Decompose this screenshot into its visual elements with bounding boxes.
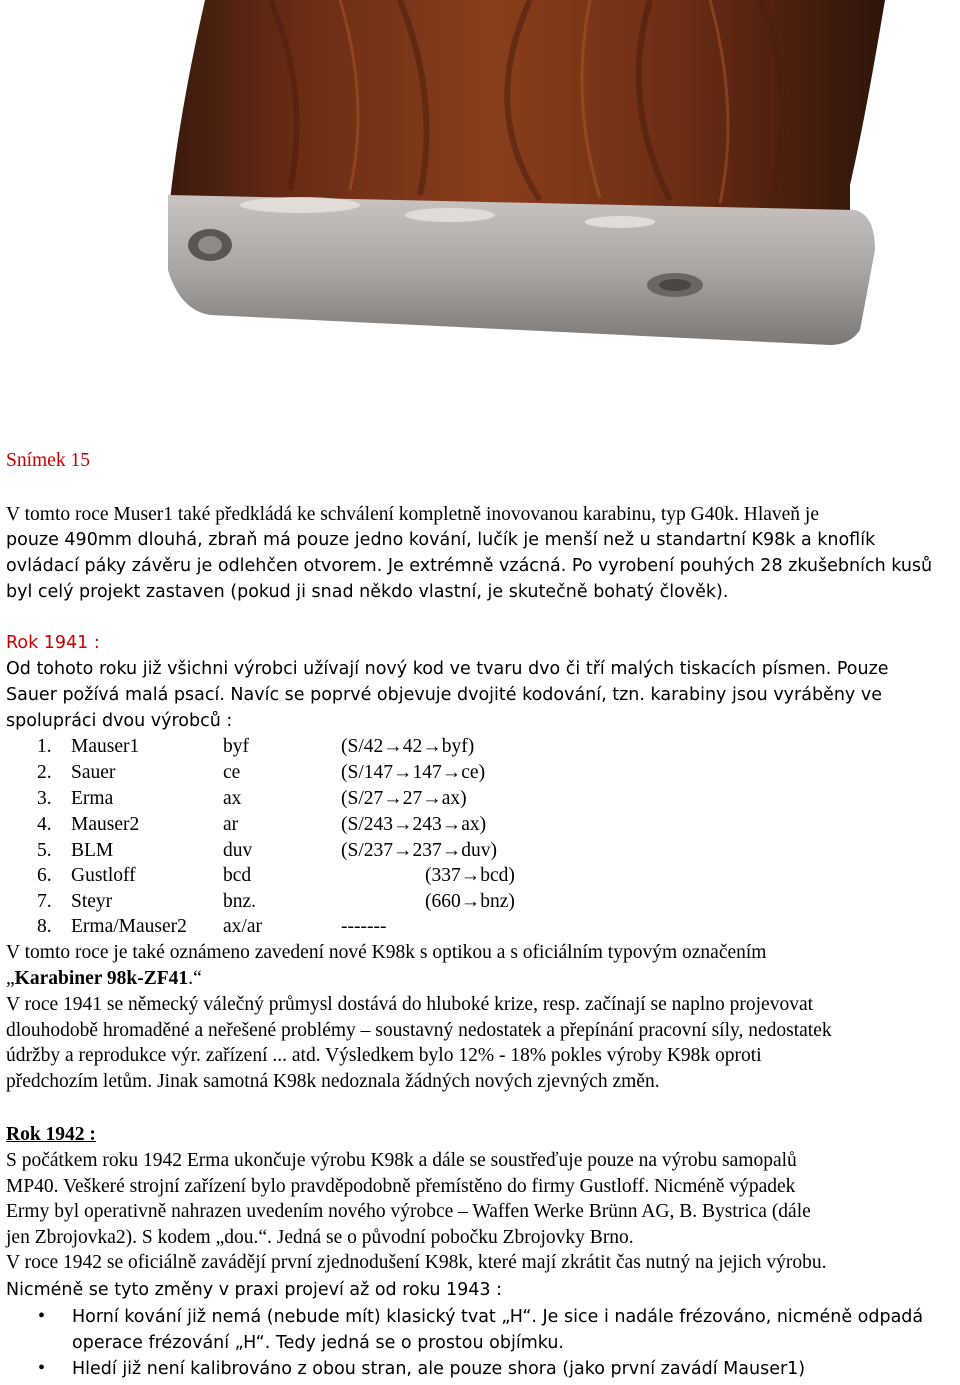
bullet1-line2: operace frézování „H“. Tedy jedná se o prostou objímku. (72, 1333, 564, 1353)
zf-line1: V tomto roce je také oznámeno zavedení nové K98k s optikou a s oficiálním typovým označením (6, 942, 767, 963)
crisis-line1: V roce 1941 se německý válečný průmysl dostává do hluboké krize, resp. začínají se naplno projevovat (6, 994, 814, 1015)
para1-line1: V tomto roce Muser1 také předkládá ke schválení kompletně inovovanou karabinu, typ G40k. Hlaveň je (6, 504, 820, 525)
bullet-icon: • (38, 1305, 46, 1327)
s1942-line2: MP40. Veškeré strojní zařízení bylo pravděpodobně přemístěno do firmy Gustloff. Nicméně výpadek (6, 1176, 796, 1197)
heading-1942: Rok 1942 : (6, 1124, 96, 1145)
s1942-line6: Nicméně se tyto změny v praxi projeví až od roku 1943 : (6, 1280, 502, 1300)
para1-line4: byl celý projekt zastaven (pokud ji snad někdo vlastní, je skutečně bohatý člověk). (6, 582, 729, 602)
karabiner-zf41-label: Karabiner 98k-ZF41 (14, 968, 189, 989)
rifle-stock-buttplate-photo (150, 0, 910, 400)
bullet1-line1: Horní kování již nemá (nebude mít) klasický tvat „H“. Je sice i nadále frézováno, nicméně odpadá (72, 1307, 924, 1327)
s1942-line3: Ermy byl operativně nahrazen uvedením nového výrobce – Waffen Werke Brünn AG, B. Bystrica (dále (6, 1201, 811, 1222)
zf-line2: „Karabiner 98k-ZF41.“ (6, 968, 202, 989)
para1-line3: ovládací páky závěru je odlehčen otvorem. Je extrémně vzácná. Po vyrobení pouhých 28 zkušebních kusů (6, 556, 933, 576)
crisis-line3: údržby a reprodukce výr. zařízení ... atd. Výsledkem bylo 12% - 18% pokles výroby K98k oproti (6, 1045, 762, 1066)
s1941-line1: Od tohoto roku již všichni výrobci užívají nový kod ve tvaru dvo či tří malých tiskacích písmen. Pouze (6, 659, 889, 679)
crisis-line2: dlouhodobě hromaděné a neřešené problémy – soustavný nedostatek a přepínání pracovní síly, nedostatek (6, 1020, 832, 1041)
photo-caption: Snímek 15 (6, 450, 90, 471)
crisis-line4: předchozím letům. Jinak samotná K98k nedoznala žádných nových zjevných změn. (6, 1071, 660, 1092)
heading-1941: Rok 1941 : (6, 633, 100, 653)
para1-line2: pouze 490mm dlouhá, zbraň má pouze jedno kování, lučík je menší než u standartní K98k a knoflík (6, 530, 876, 550)
s1942-line4: jen Zbrojovka2). S kodem „dou.“. Jedná se o původní pobočku Zbrojovky Brno. (6, 1227, 634, 1248)
s1942-line1: S počátkem roku 1942 Erma ukončuje výrobu K98k a dále se soustřeďuje pouze na výrobu samopalů (6, 1150, 797, 1171)
s1942-line5: V roce 1942 se oficiálně zavádějí první zjednodušení K98k, které mají zkrátit čas nutný na jejich výrobu. (6, 1252, 827, 1273)
bullet-icon: • (38, 1357, 46, 1379)
s1941-line2: Sauer požívá malá psací. Navíc se poprvé objevuje dvojité kodování, tzn. karabiny jsou vyráběny ve (6, 685, 882, 705)
s1941-line3: spolupráci dvou výrobců : (6, 711, 233, 731)
bullet2-line1: Hledí již není kalibrováno z obou stran, ale pouze shora (jako první zavádí Mauser1) (72, 1359, 806, 1379)
